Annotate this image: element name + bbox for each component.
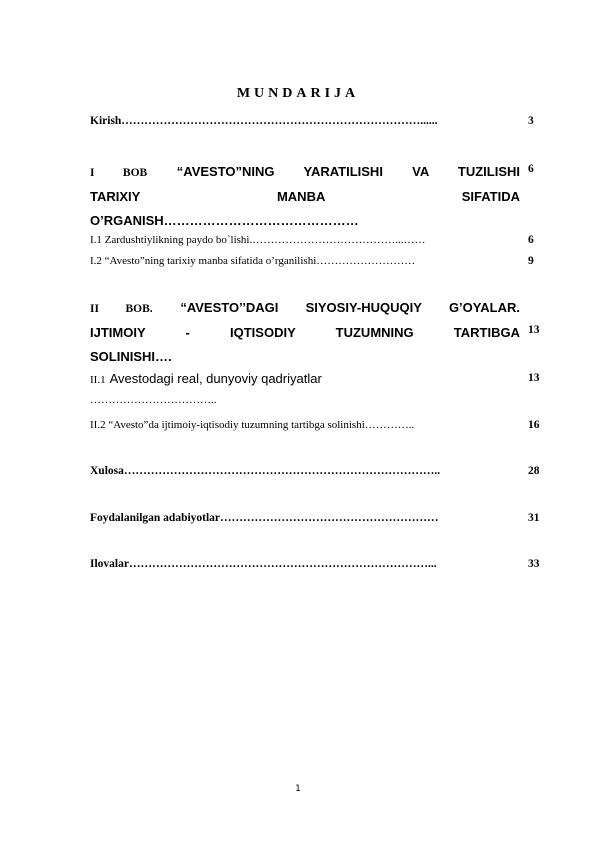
page-title: MUNDARIJA — [236, 86, 360, 101]
toc-page-xulosa: 28 — [528, 465, 540, 477]
toc-entry-2-2[interactable]: II.2 “Avesto”da ijtimoiy-iqtisodiy tuzumning tartibga solinishi………….. — [90, 419, 415, 431]
toc-2-1-prefix: II.1 — [90, 374, 106, 386]
toc-2-1-leader: …………………………….. — [90, 394, 217, 406]
toc-page-chapter-1: 6 — [528, 163, 534, 175]
toc-page-1-2: 9 — [528, 255, 534, 267]
toc-entry-xulosa[interactable]: Xulosa……………………………………………………………………….. — [90, 465, 441, 477]
toc-entry-1-1[interactable]: I.1 Zardushtiylikning paydo bo`lishi.…………………………………...…… — [90, 234, 426, 246]
chapter-2-title-line2: IJTIMOIY - IQTISODIY TUZUMNING TARTIBGA — [90, 325, 520, 340]
toc-page-2-2: 16 — [528, 419, 540, 431]
toc-page-appendices: 33 — [528, 558, 540, 570]
toc-2-1-title: Avestodagi real, dunyoviy qadriyatlar — [109, 371, 322, 386]
toc-page-bibliography: 31 — [528, 512, 540, 524]
chapter-2-prefix: II BOB. — [90, 303, 153, 315]
toc-entry-appendices[interactable]: Ilovalar……………………………………………………………………... — [90, 558, 437, 570]
chapter-1-prefix: I BOB — [90, 167, 148, 179]
chapter-1-title-line1: “AVESTO”NING YARATILISHI VA TUZILISHI — [176, 164, 521, 179]
toc-entry-kirish[interactable]: Kirish……………………………………………………………………...... — [90, 115, 438, 127]
toc-page-chapter-2: 13 — [528, 324, 540, 336]
toc-entry-1-2[interactable]: I.2 “Avesto”ning tarixiy manba sifatida o’rganilishi……………………… — [90, 255, 416, 267]
toc-entry-2-1[interactable] — [90, 370, 520, 406]
toc-entry-chapter-2[interactable] — [90, 296, 520, 369]
chapter-2-title-line3: SOLINISHI…. — [90, 349, 172, 364]
chapter-1-title-line2: TARIXIY MANBA SIFATIDA — [90, 189, 520, 204]
chapter-1-title-line3: O’RGANISH……………………………………… — [90, 213, 359, 228]
toc-page-kirish: 3 — [528, 115, 534, 127]
toc-entry-bibliography[interactable]: Foydalanilgan adabiyotlar………………………………………………… — [90, 512, 439, 524]
toc-page-1-1: 6 — [528, 234, 534, 246]
toc-entry-chapter-1[interactable] — [90, 160, 520, 233]
chapter-2-title-line1: “AVESTO’’DAGI SIYOSIY-HUQUQIY G’OYALAR. — [180, 300, 520, 315]
page-number: 1 — [295, 784, 301, 794]
toc-page-2-1: 13 — [528, 372, 540, 384]
